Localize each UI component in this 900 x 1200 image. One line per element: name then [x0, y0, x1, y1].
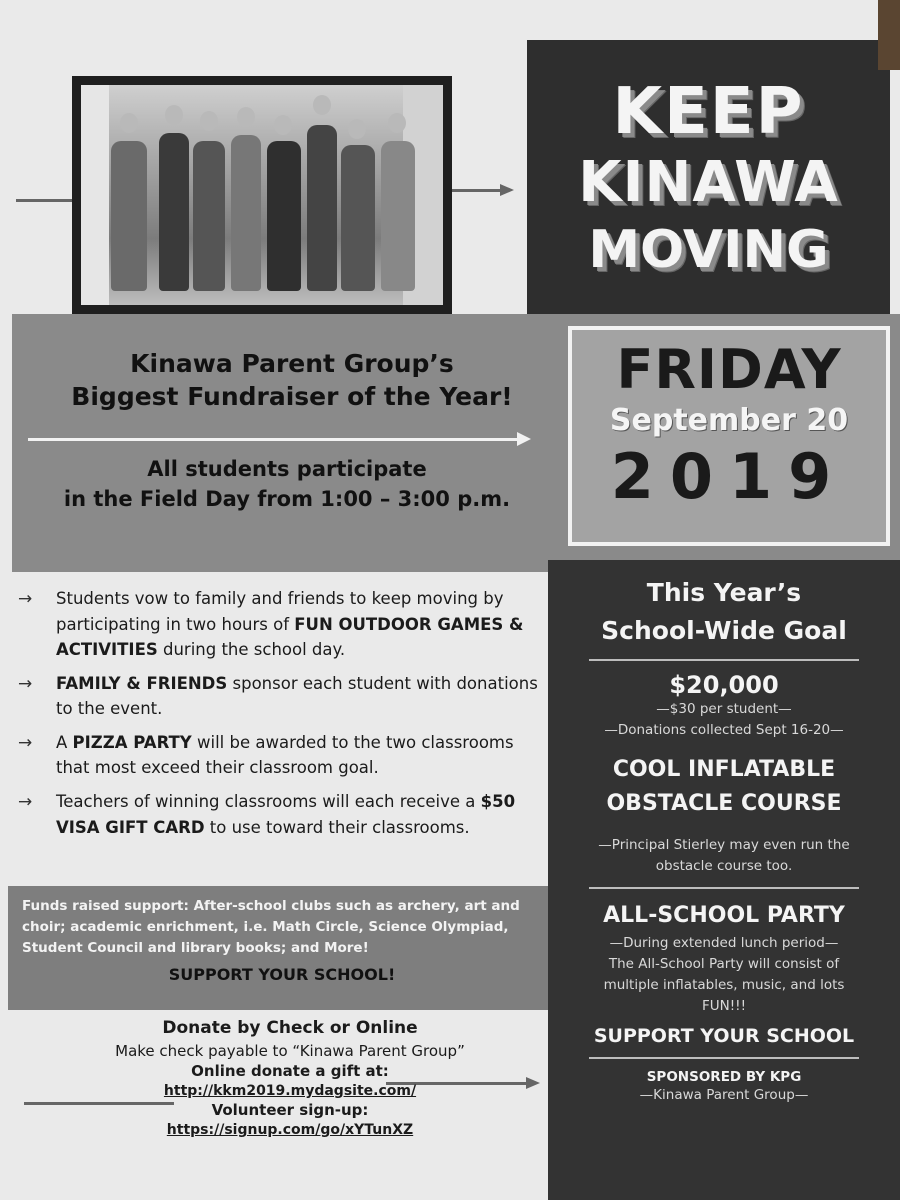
donate-section — [40, 1018, 540, 1138]
online-donate-link[interactable]: http://kkm2019.mydagsite.com/ — [163, 1083, 417, 1099]
party-details: —During extended lunch period— The All-School Party will consist of multiple inflatables, music, and lots FUN!!! — [603, 934, 845, 1014]
bullet-item: → Teachers of winning classrooms will each receive a $50 VISA GIFT CARD to use toward their classrooms. — [18, 789, 543, 840]
event-date-box — [568, 326, 890, 546]
divider — [589, 887, 859, 889]
bullet-item: → FAMILY & FRIENDS sponsor each student with donations to the event. — [18, 671, 543, 722]
band-arrow-head — [517, 432, 531, 446]
right-arrow-line — [452, 189, 502, 192]
divider — [589, 1057, 859, 1059]
bullet-item: → A PIZZA PARTY will be awarded to the two classrooms that most exceed their classroom goal. — [18, 730, 543, 781]
headline-kinawa: KINAWA — [578, 149, 839, 215]
band-arrow-line — [28, 438, 518, 441]
bullet-item: → Students vow to family and friends to keep moving by participating in two hours of FUN OUTDOOR GAMES & ACTIVITIES during the school day. — [18, 586, 543, 663]
obstacle-course-title: COOL INFLATABLE OBSTACLE COURSE — [606, 756, 842, 816]
photo-scene — [81, 85, 443, 305]
divider — [589, 659, 859, 661]
right-arrow-head — [500, 184, 514, 196]
students-running-photo — [72, 76, 452, 314]
donations-collected-text: —Donations collected Sept 16-20— — [604, 721, 844, 738]
event-year: 2019 — [610, 440, 848, 513]
volunteer-link[interactable]: https://signup.com/go/xYTunXZ — [166, 1122, 414, 1138]
funds-support-callout: SUPPORT YOUR SCHOOL! — [168, 964, 396, 984]
funds-support-box — [8, 886, 556, 1010]
kpg-full-name: —Kinawa Parent Group— — [639, 1086, 809, 1103]
fundraiser-title: Kinawa Parent Group’s Biggest Fundraiser of the Year! — [71, 349, 513, 411]
field-day-text: All students participate in the Field Day from 1:00 – 3:00 p.m. — [63, 457, 511, 512]
goal-amount: $20,000 — [669, 671, 779, 699]
headline-moving: MOVING — [588, 219, 829, 280]
online-donate-label: Online donate a gift at: — [191, 1062, 389, 1080]
goal-panel — [548, 560, 900, 1200]
party-title: ALL-SCHOOL PARTY — [603, 902, 845, 928]
goal-title: This Year’s School-Wide Goal — [601, 578, 847, 645]
event-bullets — [18, 586, 543, 848]
arrow-right-icon: → — [18, 732, 33, 753]
arrow-right-icon: → — [18, 589, 33, 609]
sponsored-by: SPONSORED BY KPG — [646, 1068, 802, 1085]
arrow-right-icon: → — [18, 791, 33, 812]
headline-keep: KEEP — [612, 74, 805, 149]
check-payable-text: Make check payable to “Kinawa Parent Group” — [115, 1042, 465, 1060]
support-school-callout: SUPPORT YOUR SCHOOL — [593, 1024, 855, 1047]
arrow-right-icon: → — [18, 673, 33, 694]
event-month-day: September 20 — [609, 403, 849, 438]
principal-note: —Principal Stierley may even run the obstacle course too. — [598, 837, 850, 874]
left-arrow-line — [16, 199, 74, 202]
headline-panel — [527, 40, 890, 316]
funds-text: Funds raised support: After-school clubs such as archery, art and choir; academic enrichment, i.e. Math Circle, Science Olympiad, Student Council and library books; and More! — [22, 898, 520, 956]
event-day: FRIDAY — [616, 338, 842, 401]
donate-heading: Donate by Check or Online — [162, 1018, 418, 1038]
per-student-text: —$30 per student— — [656, 701, 792, 717]
volunteer-label: Volunteer sign-up: — [211, 1101, 369, 1119]
table-edge — [878, 0, 900, 70]
